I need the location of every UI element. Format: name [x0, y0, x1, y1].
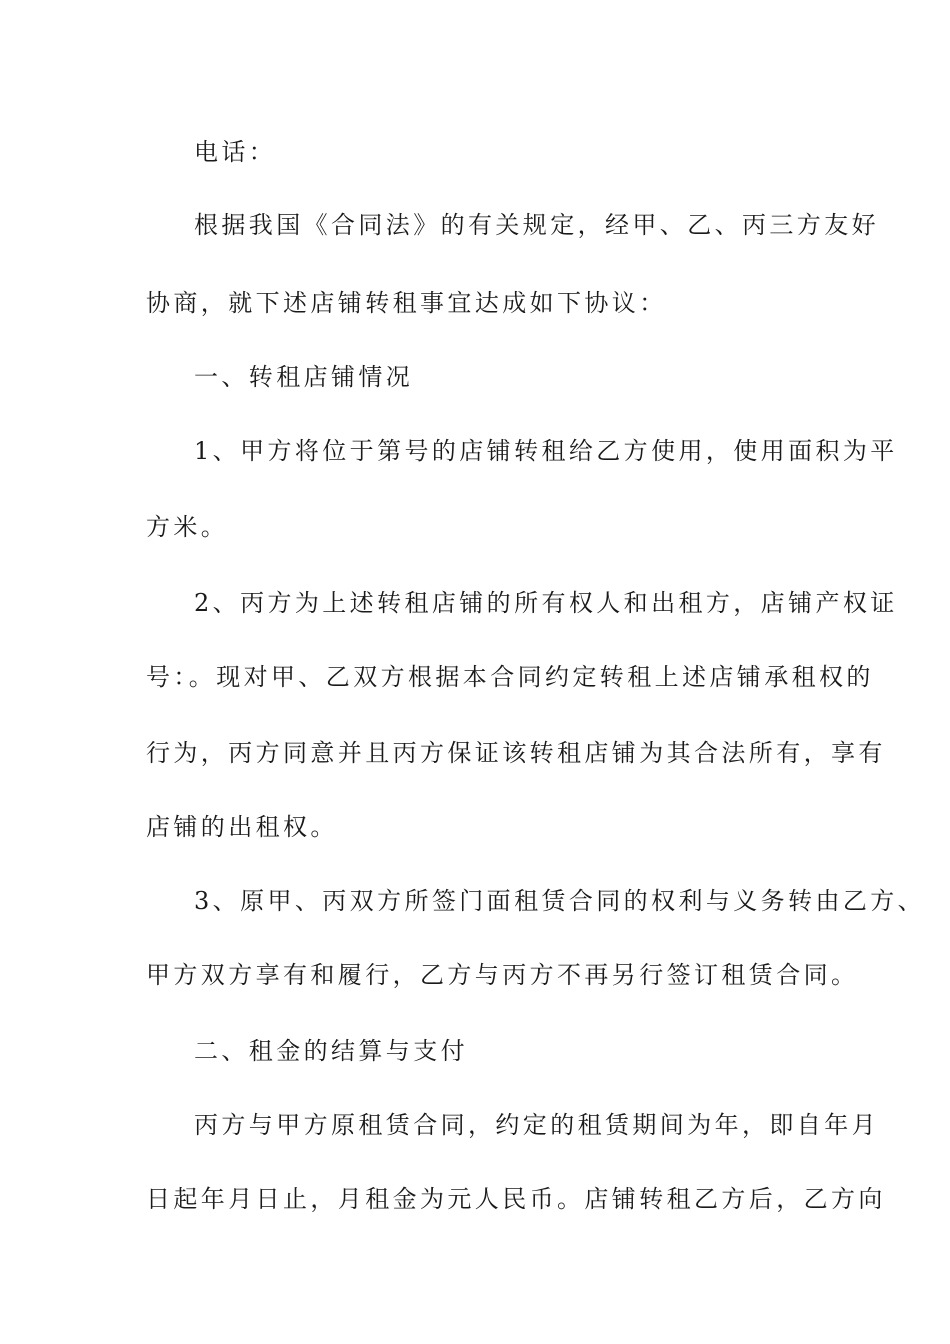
paragraph-line: 协商，就下述店铺转租事宜达成如下协议： [146, 289, 667, 317]
section-heading: 一、转租店铺情况 [194, 363, 414, 391]
paragraph-line: 方米。 [146, 513, 229, 541]
phone-label: 电话： [194, 138, 277, 166]
paragraph-line: 行为，丙方同意并且丙方保证该转租店铺为其合法所有，享有 [146, 739, 886, 767]
paragraph-line: 号：。现对甲、乙双方根据本合同约定转租上述店铺承租权的 [146, 663, 874, 691]
section-heading: 二、租金的结算与支付 [194, 1037, 468, 1065]
paragraph-line: 丙方与甲方原租赁合同，约定的租赁期间为年，即自年月 [194, 1111, 879, 1139]
paragraph-line: 甲方双方享有和履行，乙方与丙方不再另行签订租赁合同。 [146, 961, 859, 989]
paragraph-line: 1、甲方将位于第号的店铺转租给乙方使用，使用面积为平 [194, 437, 898, 465]
paragraph-line: 3、原甲、丙双方所签门面租赁合同的权利与义务转由乙方、 [194, 887, 926, 915]
paragraph-line: 日起年月日止，月租金为元人民币。店铺转租乙方后，乙方向 [146, 1185, 886, 1213]
paragraph-line: 店铺的出租权。 [146, 813, 338, 841]
paragraph-line: 根据我国《合同法》的有关规定，经甲、乙、丙三方友好 [194, 211, 879, 239]
paragraph-line: 2、丙方为上述转租店铺的所有权人和出租方，店铺产权证 [194, 589, 898, 617]
